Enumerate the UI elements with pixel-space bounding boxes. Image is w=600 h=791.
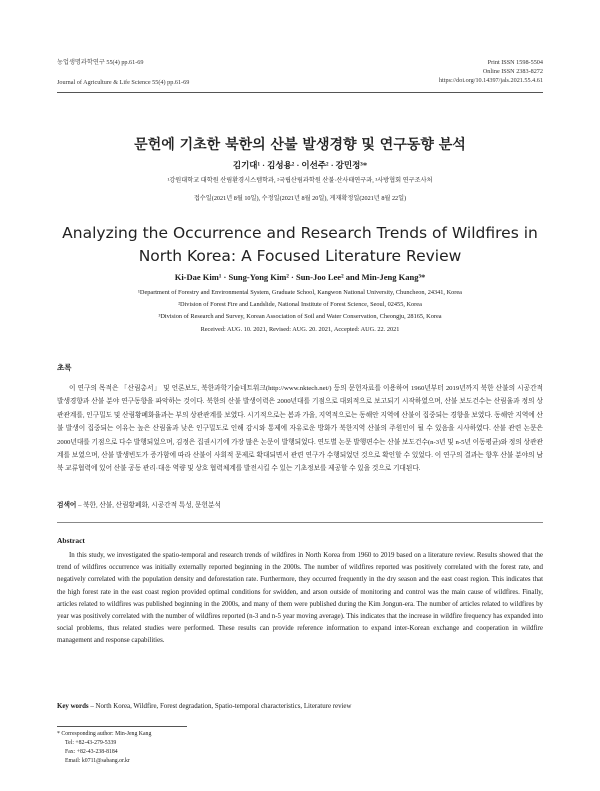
journal-header-left (57, 58, 189, 87)
korean-keywords-list: – 북한, 산불, 산림황폐화, 시공간적 특성, 문헌분석 (76, 502, 221, 509)
korean-title: 문헌에 기초한 북한의 산불 발생경향 및 연구동향 분석 (134, 137, 466, 153)
footnote (57, 730, 151, 766)
english-abstract-text: In this study, we investigated the spatio-temporal and research trends of wildfires in North Korea from 1960 to 2019 based on a literature review. Results showed that the trend of wildfires occurrence was initially externally reported beginning in the 2000s. The number of wildfires reported was positively correlated with the forest rate, and negatively correlated with the population density and deforestation rate. Furthermore, they occurred frequently in the dry season and the east coast region. This indicates that the high forest rate in the east coast region provided optimal conditions for swidden, and arson outside of monitoring and control was the main cause of wildfires. Finally, articles related to wildfires was published beginning in the 2000s, and many of them were published during the Kim Jongun-era. The number of articles related to wildfires by year was positively correlated with the number of wildfires reported (n-3 and n-5 year moving average). This indicates that the increase in wildfire frequency has expanded into social problems, thus related studies were performed. These results can provide reference information to expand inter-Korean exchange and cooperation in wildfire management and response capabilities. (57, 552, 543, 645)
korean-abstract-text: 이 연구의 목적은 「산림총서」 및 언론보도, 북한과학기술네트워크(http://www.nktech.net/) 등의 문헌자료를 이용하여 1960년부터 2019년까지 북한 산불의 시공간적 발생경향과 산불 분야 연구동향을 파악하는 것이다. 북한의 산불 발생이력은 2000년대를 기점으로 대외적으로 보고되기 시작하였으며, 산불 보도건수는 산림율과 정의 상관관계를, 인구밀도 및 산림황폐화율과는 부의 상관관계를 보였다. 시기적으로는 봄과 가을, 지역적으로는 동해안 지역에 산불이 집중되는 경향을 보였다. 동해안 지역에 산불 발생이 집중되는 이유는 높은 산림율과 낮은 인구밀도로 인해 감시와 통제에 자유로운 방화가 북한지역 산불의 주원인이 될 수 있음을 시사하였다. 산불 관련 논문은 2000년대를 기점으로 다수 발행되었으며, 김정은 집권시기에 가장 많은 논문이 발행되었다. 연도별 논문 발행편수는 산불 보도건수(n-3년 및 n-5년 이동평균)와 정의 상관관계를 보였으며, 산불 발생빈도가 증가함에 따라 산불이 사회적 문제로 확대되면서 관련 연구가 수행되었던 것으로 확인할 수 있었다. 이 연구의 결과는 향후 산불 분야의 남북 교류협력에 있어 산불 공동 관리·대응 역량 및 상호 협력체계를 발전시킬 수 있는 기초정보를 제공할 수 있을 것으로 기대된다. (57, 385, 543, 473)
doi-link[interactable]: https://doi.org/10.14397/jals.2021.55.4.61 (438, 77, 543, 84)
english-dates: Received: AUG. 10. 2021, Revised: AUG. 20. 2021, Accepted: AUG. 22. 2021 (200, 326, 400, 333)
print-issn: Print ISSN 1598-5504 (487, 59, 543, 66)
english-authors: Ki-Dae Kim¹ · Sung-Yong Kim² · Sun-Joo Lee² and Min-Jeng Kang³* (174, 272, 426, 282)
journal-citation-korean: 농업생명과학연구 55(4) pp.61-69 (57, 59, 144, 66)
author-fax: Fax: +82-43-238-8184 (65, 749, 118, 755)
online-issn: Online ISSN 2383-8272 (482, 68, 543, 75)
affiliation-3: ³Division of Research and Survey, Korean Association of Soil and Water Conservation, Cheongju, 28165, Korea (158, 313, 442, 320)
author-email[interactable]: Email: k0711@sabang.or.kr (65, 758, 130, 764)
section-divider (57, 522, 543, 523)
korean-dates: 접수일(2021년 8월 10일), 수정일(2021년 8월 20일), 게재확정일(2021년 8월 22일) (193, 195, 407, 202)
author-tel: Tel: +82-43-279-5339 (65, 740, 117, 746)
journal-citation-english: Journal of Agriculture & Life Science 55(4) pp.61-69 (57, 79, 190, 86)
korean-abstract-heading: 초록 (57, 363, 72, 372)
affiliation-1: ¹Department of Forestry and Environmental System, Graduate School, Kangwon National University, Chuncheon, 24341, Korea (138, 289, 462, 296)
korean-authors: 김기대¹ · 김성용² · 이선주² · 강민정³* (232, 160, 368, 170)
korean-keywords-label: 검색어 (57, 502, 77, 509)
english-title: Analyzing the Occurrence and Research Trends of Wildfires in North Korea: A Focused Literature Review (62, 224, 538, 265)
corresponding-author: * Corresponding author: Min-Jeng Kang (57, 731, 152, 737)
affiliation-2: ²Division of Forest Fire and Landslide, National Institute of Forest Science, Seoul, 02455, Korea (178, 301, 422, 308)
korean-affiliations: ¹강원대학교 대학원 산림환경시스템학과, ²국립산림과학원 산불·산사태연구과, ³사방협회 연구조사처 (167, 177, 433, 184)
english-abstract-heading: Abstract (57, 536, 85, 545)
english-keywords-list: – North Korea, Wildfire, Forest degradation, Spatio-temporal characteristics, Literature review (88, 703, 352, 710)
english-keywords (57, 701, 543, 713)
english-keywords-label: Key words (57, 703, 89, 710)
header-rule (57, 92, 543, 93)
journal-header-right (439, 58, 543, 85)
footnote-rule (57, 726, 187, 727)
korean-keywords (57, 500, 543, 512)
english-affiliations (0, 287, 600, 323)
